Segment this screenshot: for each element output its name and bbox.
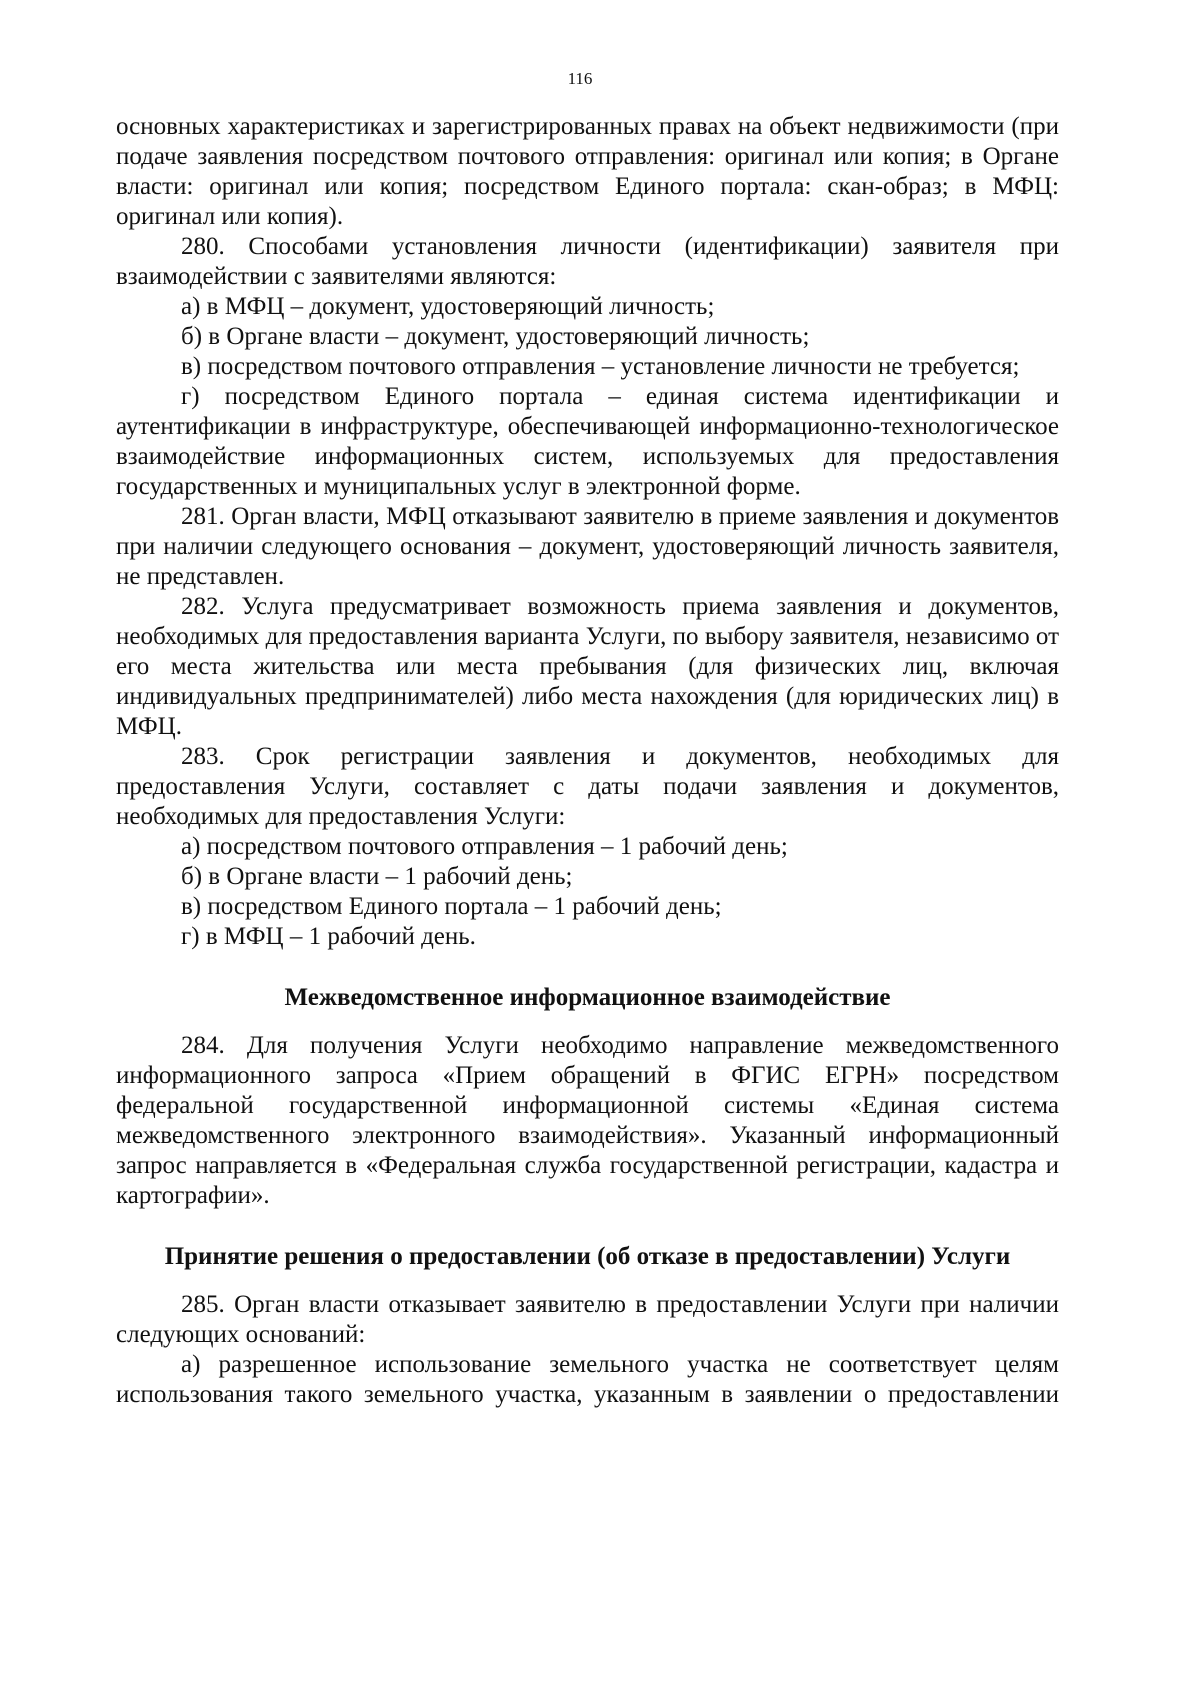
list-item-280-v: в) посредством почтового отправления – установление личности не требуется; xyxy=(181,353,1020,380)
paragraph-283: 283. Срок регистрации заявления и документов, необходимых для предоставления Услуги, составляет с даты подачи заявления и документов, необходимых для предоставления Услуги: xyxy=(116,743,1059,830)
paragraph-279-continuation: основных характеристиках и зарегистрированных правах на объект недвижимости (при подаче заявления посредством почтового отправления: оригинал или копия; в Органе власти: оригинал или копия; посредством Единого портала: скан-образ; в МФЦ: оригинал или копия). xyxy=(116,113,1059,230)
paragraph-281: 281. Орган власти, МФЦ отказывают заявителю в приеме заявления и документов при наличии следующего основания – документ, удостоверяющий личность заявителя, не представлен. xyxy=(116,503,1059,590)
list-item-283-a: а) посредством почтового отправления – 1 рабочий день; xyxy=(181,833,788,860)
paragraph-285: 285. Орган власти отказывает заявителю в предоставлении Услуги при наличии следующих оснований: xyxy=(116,1291,1059,1348)
list-item-280-b: б) в Органе власти – документ, удостоверяющий личность; xyxy=(181,323,810,350)
list-item-280-a: а) в МФЦ – документ, удостоверяющий личность; xyxy=(181,293,715,320)
list-item-283-v: в) посредством Единого портала – 1 рабочий день; xyxy=(181,893,722,920)
list-item-280-g: г) посредством Единого портала – единая система идентификации и аутентификации в инфраструктуре, обеспечивающей информационно-технологическое взаимодействие информационных систем, используемых для предоставления государственных и муниципальных услуг в электронной форме. xyxy=(116,383,1059,500)
list-item-283-b: б) в Органе власти – 1 рабочий день; xyxy=(181,863,573,890)
paragraph-280: 280. Способами установления личности (идентификации) заявителя при взаимодействии с заявителями являются: xyxy=(116,233,1059,290)
list-item-285-a: а) разрешенное использование земельного участка не соответствует целям использования такого земельного участка, указанным в заявлении о предоставлении xyxy=(116,1351,1059,1408)
section-heading-interagency: Межведомственное информационное взаимодействие xyxy=(284,984,891,1011)
paragraph-284: 284. Для получения Услуги необходимо направление межведомственного информационного запроса «Прием обращений в ФГИС ЕГРН» посредством федеральной государственной информационной системы «Единая система межведомственного электронного взаимодействия». Указанный информационный запрос направляется в «Федеральная служба государственной регистрации, кадастра и картографии». xyxy=(116,1032,1059,1209)
list-item-283-g: г) в МФЦ – 1 рабочий день. xyxy=(181,923,476,950)
paragraph-282: 282. Услуга предусматривает возможность приема заявления и документов, необходимых для предоставления варианта Услуги, по выбору заявителя, независимо от его места жительства или места пребывания (для физических лиц, включая индивидуальных предпринимателей) либо места нахождения (для юридических лиц) в МФЦ. xyxy=(116,593,1059,740)
page-number: 116 xyxy=(567,69,593,88)
document-body xyxy=(116,112,1059,1410)
section-heading-decision: Принятие решения о предоставлении (об отказе в предоставлении) Услуги xyxy=(164,1243,1011,1270)
